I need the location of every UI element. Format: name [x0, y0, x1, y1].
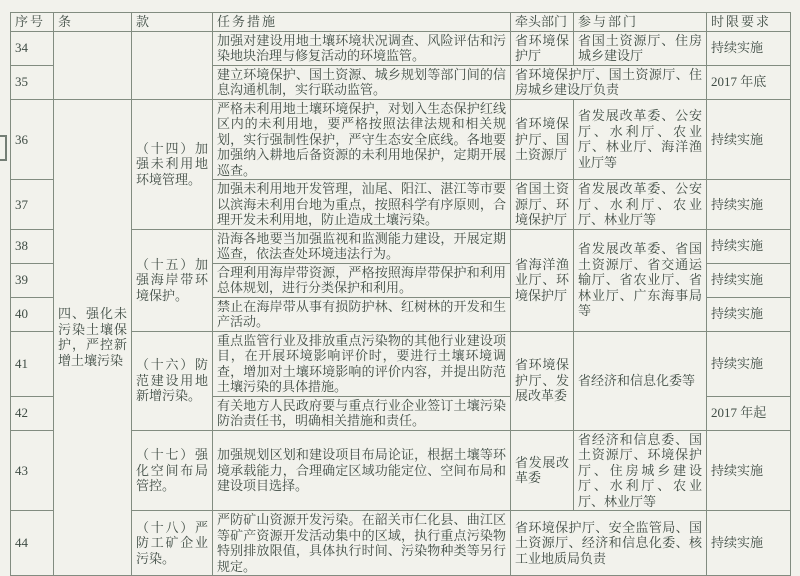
scan-edge-artifact	[0, 135, 7, 161]
participating-dept-cell: 省经济和信息化委等	[574, 331, 707, 430]
task-cell: 重点监管行业及排放重点污染物的其他行业建设项目，在开展环境影响评价时，要进行土壤环境调查，增加对土壤环境影响的评价内容，并提出防范土壤污染的具体措施。	[213, 331, 511, 396]
clause-cell: （十四）加强未利用地环境管理。	[132, 99, 213, 229]
deadline-cell: 持续实施	[707, 297, 791, 331]
article-cell-empty	[54, 31, 132, 99]
task-cell: 沿海各地要当加强监视和监测能力建设，开展定期巡查，依法查处环境违法行为。	[213, 229, 511, 263]
lead-and-participating-cell: 省环境保护厅、安全监管局、国土资源厅、经济和信息化委、核工业地质局负责	[511, 511, 707, 576]
task-cell: 合理利用海岸带资源，严格按照海岸带保护和利用总体规划，进行分类保护和利用。	[213, 263, 511, 297]
lead-dept-cell: 省发展改革委	[511, 430, 574, 511]
task-cell: 严格未利用地土壤环境保护，对划入生态保护红线区内的未利用地，要严格按照法律法规和相关规划，实行强制性保护，严守生态安全底线。各地要加强纳入耕地后备资源的未利用地保护，定期开展巡查。	[213, 99, 511, 180]
deadline-cell: 持续实施	[707, 229, 791, 263]
clause-cell: （十八）严防工矿企业污染。	[132, 511, 213, 576]
lead-dept-cell: 省环境保护厅、发展改革委	[511, 331, 574, 430]
deadline-cell: 持续实施	[707, 331, 791, 396]
lead-dept-cell: 省环境保护厅、国土资源厅	[511, 99, 574, 180]
seq-cell: 40	[11, 297, 54, 331]
seq-cell: 44	[11, 511, 54, 576]
task-cell: 加强规划区划和建设项目布局论证，根据土壤等环境承载能力，合理确定区域功能定位、空间布局和建设项目选择。	[213, 430, 511, 511]
deadline-cell: 持续实施	[707, 430, 791, 511]
lead-dept-cell: 省海洋渔业厅、环境保护厅	[511, 229, 574, 331]
seq-cell: 34	[11, 31, 54, 65]
task-cell: 加强未利用地开发管理，汕尾、阳江、湛江等市要以滨海未利用台地为重点，按照科学有序原则，合理开发未利用地，防止造成土壤污染。	[213, 180, 511, 230]
seq-cell: 35	[11, 65, 54, 99]
seq-cell: 39	[11, 263, 54, 297]
col-header-participating-dept: 参与部门	[574, 13, 707, 32]
task-cell: 建立环境保护、国土资源、城乡规划等部门间的信息沟通机制，实行联动监管。	[213, 65, 511, 99]
clause-cell: （十五）加强海岸带环境保护。	[132, 229, 213, 331]
deadline-cell: 持续实施	[707, 99, 791, 180]
clause-cell: （十七）强化空间布局管控。	[132, 430, 213, 511]
lead-dept-cell: 省国土资源厅、环境保护厅	[511, 180, 574, 230]
table-header-row	[11, 13, 791, 32]
seq-cell: 43	[11, 430, 54, 511]
task-measures-table	[10, 12, 791, 576]
clause-cell: （十六）防范建设用地新增污染。	[132, 331, 213, 430]
lead-and-participating-cell: 省环境保护厅、国土资源厅、住房城乡建设厅负责	[511, 65, 707, 99]
deadline-cell: 持续实施	[707, 511, 791, 576]
task-cell: 禁止在海岸带从事有损防护林、红树林的开发和生产活动。	[213, 297, 511, 331]
seq-cell: 38	[11, 229, 54, 263]
table-row	[11, 31, 791, 65]
participating-dept-cell: 省发展改革委、公安厅、水利厅、农业厅、林业厅、海洋渔业厅等	[574, 99, 707, 180]
deadline-cell: 持续实施	[707, 180, 791, 230]
article-cell: 四、强化未污染土壤保护，严控新增土壤污染	[54, 99, 132, 576]
task-cell: 严防矿山资源开发污染。在韶关市仁化县、曲江区等矿产资源开发活动集中的区域，执行重点污染物特别排放限值，具体执行时间、污染物种类等另行规定。	[213, 511, 511, 576]
participating-dept-cell: 省国土资源厅、住房城乡建设厅	[574, 31, 707, 65]
col-header-task: 任务措施	[213, 13, 511, 32]
task-cell: 加强对建设用地土壤环境状况调查、风险评估和污染地块治理与修复活动的环境监管。	[213, 31, 511, 65]
participating-dept-cell: 省发展改革委、省国土资源厅、省交通运输厅、省农业厅、省林业厅、广东海事局等	[574, 229, 707, 331]
deadline-cell: 持续实施	[707, 263, 791, 297]
col-header-seq: 序号	[11, 13, 54, 32]
deadline-cell: 2017 年底	[707, 65, 791, 99]
col-header-deadline: 时限要求	[707, 13, 791, 32]
lead-dept-cell: 省环境保护厅	[511, 31, 574, 65]
seq-cell: 36	[11, 99, 54, 180]
participating-dept-cell: 省经济和信息委、国土资源厅、环境保护厅、住房城乡建设厅、水利厅、农业厅、林业厅等	[574, 430, 707, 511]
task-cell: 有关地方人民政府要与重点行业企业签订土壤污染防治责任书，明确相关措施和责任。	[213, 396, 511, 430]
deadline-cell: 持续实施	[707, 31, 791, 65]
col-header-article: 条	[54, 13, 132, 32]
participating-dept-cell: 省发展改革委、公安厅、水利厅、农业厅、林业厅等	[574, 180, 707, 230]
table-row	[11, 99, 791, 180]
deadline-cell: 2017 年起	[707, 396, 791, 430]
col-header-lead-dept: 牵头部门	[511, 13, 574, 32]
seq-cell: 41	[11, 331, 54, 396]
col-header-clause: 款	[132, 13, 213, 32]
scanned-document-page	[0, 12, 800, 574]
clause-cell-empty	[132, 31, 213, 99]
seq-cell: 42	[11, 396, 54, 430]
seq-cell: 37	[11, 180, 54, 230]
